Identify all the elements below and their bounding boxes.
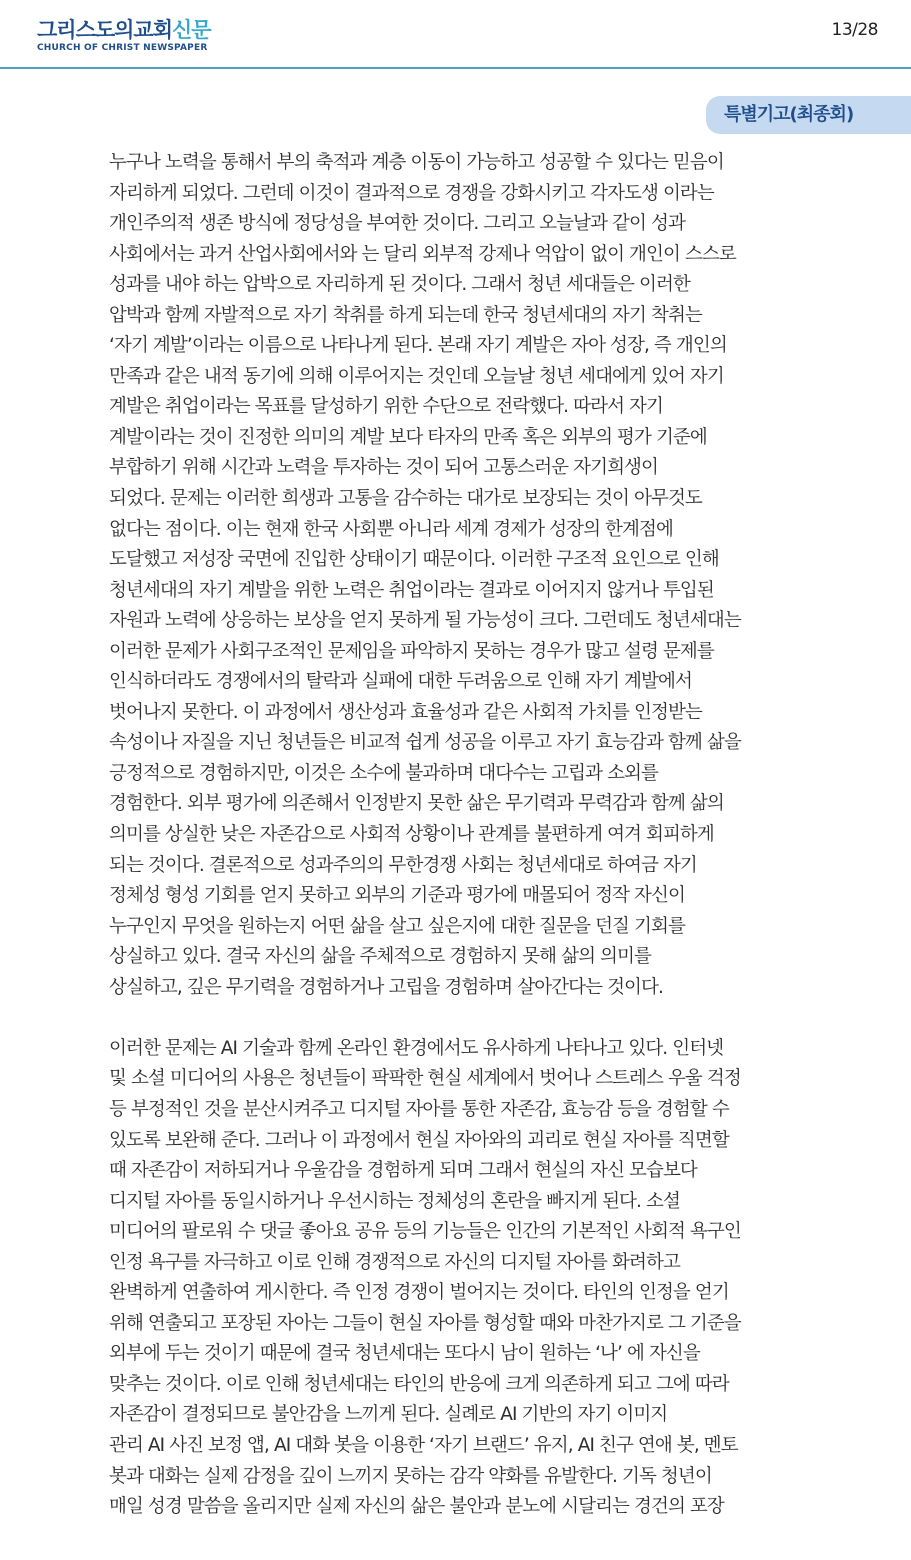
text-line: 개인주의적 생존 방식에 정당성을 부여한 것이다. 그리고 오늘날과 같이 성과 <box>109 213 685 235</box>
text-line: 사회에서는 과거 산업사회에서와 는 달리 외부적 강제나 억압이 없이 개인이 스스로 <box>109 243 736 265</box>
text-line: 누구나 노력을 통해서 부의 축적과 계층 이동이 가능하고 성공할 수 있다는 믿음이 <box>109 152 724 173</box>
text-line: 있도록 보완해 준다. 그러나 이 과정에서 현실 자아와의 괴리로 현실 자아를 직면할 <box>109 1129 729 1151</box>
text-line: 성과를 내야 하는 압박으로 자리하게 된 것이다. 그래서 청년 세대들은 이러한 <box>109 274 690 296</box>
text-line: 자존감이 결정되므로 불안감을 느끼게 된다. 실례로 AI 기반의 자기 이미지 <box>109 1404 668 1426</box>
text-line: 봇과 대화는 실제 감정을 깊이 느끼지 못하는 감각 약화를 유발한다. 기독 청년이 <box>109 1465 712 1487</box>
text-line: 되었다. 문제는 이러한 희생과 고통을 감수하는 대가로 보장되는 것이 아무것도 <box>109 488 702 510</box>
section-tag: 특별기고(최종회) <box>706 96 911 134</box>
text-line: 자리하게 되었다. 그런데 이것이 결과적으로 경쟁을 강화시키고 각자도생 이라는 <box>109 182 714 204</box>
text-line: 외부에 두는 것이기 때문에 결국 청년세대는 또다시 남이 원하는 ‘나’ 에 자신을 <box>109 1343 700 1365</box>
text-line: 인식하더라도 경쟁에서의 탈락과 실패에 대한 두려움으로 인해 자기 계발에서 <box>109 671 692 693</box>
text-line: 계발은 취업이라는 목표를 달성하기 위한 수단으로 전락했다. 따라서 자기 <box>109 396 663 418</box>
text-line: 맞추는 것이다. 이로 인해 청년세대는 타인의 반응에 크게 의존하게 되고 그에 따라 <box>109 1373 729 1395</box>
page-number: 13/28 <box>831 20 878 40</box>
text-line: 디지털 자아를 동일시하거나 우선시하는 정체성의 혼란을 빠지게 된다. 소셜 <box>109 1190 680 1212</box>
text-line: 정체성 형성 기회를 얻지 못하고 외부의 기준과 평가에 매몰되어 정작 자신이 <box>109 885 685 907</box>
text-line: 만족과 같은 내적 동기에 의해 이루어지는 것인데 오늘날 청년 세대에게 있어 자기 <box>109 365 724 387</box>
paragraph-gap <box>109 1003 813 1034</box>
text-line: 되는 것이다. 결론적으로 성과주의의 무한경쟁 사회는 청년세대로 하여금 자기 <box>109 854 697 876</box>
text-line: 의미를 상실한 낮은 자존감으로 사회적 상황이나 관계를 불편하게 여겨 회피하게 <box>109 824 714 846</box>
logo-subtitle: CHURCH OF CHRIST NEWSPAPER <box>37 43 208 53</box>
logo-main-text: 그리스도의교회 <box>37 18 173 42</box>
text-line: 미디어의 팔로워 수 댓글 좋아요 공유 등의 기능들은 인간의 기본적인 사회적 욕구인 <box>109 1221 741 1243</box>
text-line: 매일 성경 말씀을 올리지만 실제 자신의 삶은 불안과 분노에 시달리는 경건의 포장 <box>109 1496 724 1518</box>
text-line: 압박과 함께 자발적으로 자기 착취를 하게 되는데 한국 청년세대의 자기 착취는 <box>109 304 702 326</box>
text-line: 부합하기 위해 시간과 노력을 투자하는 것이 되어 고통스러운 자기희생이 <box>109 457 658 479</box>
text-line: 자원과 노력에 상응하는 보상을 얻지 못하게 될 가능성이 크다. 그런데도 청년세대는 <box>109 610 741 632</box>
text-line: 때 자존감이 저하되거나 우울감을 경험하게 되며 그래서 현실의 자신 모습보다 <box>109 1160 697 1182</box>
text-line: 이러한 문제는 AI 기술과 함께 온라인 환경에서도 유사하게 나타나고 있다. 인터넷 <box>109 1037 724 1059</box>
article-body <box>109 148 813 1523</box>
newspaper-logo <box>37 18 211 42</box>
text-line: 인정 욕구를 자극하고 이로 인해 경쟁적으로 자신의 디지털 자아를 화려하고 <box>109 1251 680 1273</box>
article-paragraph <box>109 1034 813 1523</box>
text-line: 속성이나 자질을 지닌 청년들은 비교적 쉽게 성공을 이루고 자기 효능감과 함께 삶을 <box>109 732 741 754</box>
text-line: 상실하고 있다. 결국 자신의 삶을 주체적으로 경험하지 못해 삶의 의미를 <box>109 946 651 968</box>
text-line: 위해 연출되고 포장된 자아는 그들이 현실 자아를 형성할 때와 마찬가지로 그 기준을 <box>109 1312 741 1334</box>
text-line: 긍정적으로 경험하지만, 이것은 소수에 불과하며 대다수는 고립과 소외를 <box>109 762 658 784</box>
text-line: 등 부정적인 것을 분산시켜주고 디지털 자아를 통한 자존감, 효능감 등을 경험할 수 <box>109 1098 729 1120</box>
text-line: 벗어나지 못한다. 이 과정에서 생산성과 효율성과 같은 사회적 가치를 인정받는 <box>109 701 702 723</box>
page-header <box>0 0 911 69</box>
text-line: 이러한 문제가 사회구조적인 문제임을 파악하지 못하는 경우가 많고 설령 문제를 <box>109 640 714 662</box>
text-line: 청년세대의 자기 계발을 위한 노력은 취업이라는 결과로 이어지지 않거나 투입된 <box>109 579 714 601</box>
text-line: 없다는 점이다. 이는 현재 한국 사회뿐 아니라 세계 경제가 성장의 한계점에 <box>109 518 673 540</box>
text-line: 관리 AI 사진 보정 앱, AI 대화 봇을 이용한 ‘자기 브랜드’ 유지, AI 친구 연애 봇, 멘토 <box>109 1434 738 1456</box>
text-line: ‘자기 계발’이라는 이름으로 나타나게 된다. 본래 자기 계발은 자아 성장, 즉 개인의 <box>109 335 727 357</box>
text-line: 및 소셜 미디어의 사용은 청년들이 팍팍한 현실 세계에서 벗어나 스트레스 우울 걱정 <box>109 1068 741 1090</box>
text-line: 계발이라는 것이 진정한 의미의 계발 보다 타자의 만족 혹은 외부의 평가 기준에 <box>109 426 707 448</box>
article-paragraph <box>109 148 813 1003</box>
text-line: 완벽하게 연출하여 게시한다. 즉 인정 경쟁이 벌어지는 것이다. 타인의 인정을 얻기 <box>109 1282 729 1304</box>
text-line: 누구인지 무엇을 원하는지 어떤 삶을 살고 싶은지에 대한 질문을 던질 기회를 <box>109 915 685 937</box>
logo-accent-text: 신문 <box>172 18 211 42</box>
text-line: 경험한다. 외부 평가에 의존해서 인정받지 못한 삶은 무기력과 무력감과 함께 삶의 <box>109 793 724 815</box>
text-line: 도달했고 저성장 국면에 진입한 상태이기 때문이다. 이러한 구조적 요인으로 인해 <box>109 549 719 571</box>
text-line: 상실하고, 깊은 무기력을 경험하거나 고립을 경험하며 살아간다는 것이다. <box>109 976 663 998</box>
